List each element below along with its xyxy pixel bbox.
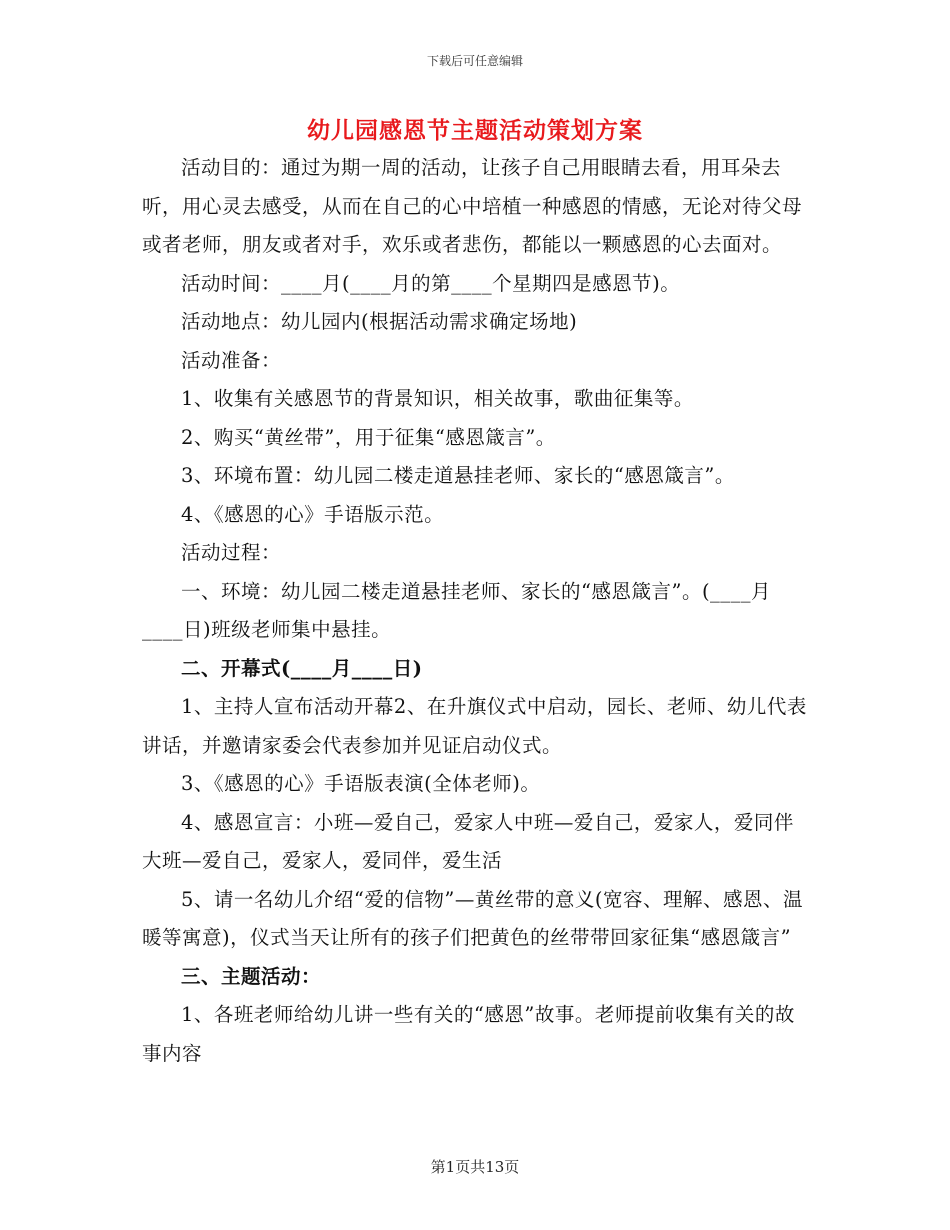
paragraph-opening-3: 3、《感恩的心》手语版表演(全体老师)。 <box>181 772 541 795</box>
paragraph-opening-5: 5、请一名幼儿介绍“爱的信物”—黄丝带的意义(宽容、理解、感恩、温暖等寓意)，仪式当天让所有的孩子们把黄色的丝带带回家征集“感恩箴言” <box>142 887 803 949</box>
page-number: 第1页共13页 <box>430 1158 520 1176</box>
section-heading-opening: 二、开幕式(____月____日) <box>181 656 423 680</box>
paragraph-preparation-4: 4、《感恩的心》手语版示范。 <box>181 502 445 526</box>
paragraph-theme-1: 1、各班老师给幼儿讲一些有关的“感恩”故事。老师提前收集有关的故事内容 <box>142 1003 795 1065</box>
document-title: 幼儿园感恩节主题活动策划方案 <box>307 117 643 144</box>
paragraph-preparation-heading: 活动准备： <box>181 348 282 372</box>
paragraph-process-heading: 活动过程： <box>181 541 282 564</box>
paragraph-preparation-3: 3、环境布置：幼儿园二楼走道悬挂老师、家长的“感恩箴言”。 <box>181 464 735 487</box>
paragraph-purpose: 活动目的：通过为期一周的活动，让孩子自己用眼睛去看，用耳朵去听，用心灵去感受，从而在自己的心中培植一种感恩的情感，无论对待父母或者老师，朋友或者对手，欢乐或者悲伤，都能以一颗感恩的心去面对。 <box>142 156 803 256</box>
paragraph-preparation-2: 2、购买“黄丝带”，用于征集“感恩箴言”。 <box>181 425 556 449</box>
section-heading-theme: 三、主题活动： <box>181 964 322 988</box>
paragraph-preparation-1: 1、收集有关感恩节的背景知识，相关故事，歌曲征集等。 <box>181 387 694 410</box>
paragraph-time: 活动时间：____月(____月的第____个星期四是感恩节)。 <box>181 271 681 295</box>
paragraph-location: 活动地点：幼儿园内(根据活动需求确定场地) <box>181 310 578 333</box>
document-body <box>142 149 807 1073</box>
paragraph-opening-1: 1、主持人宣布活动开幕2、在升旗仪式中启动，园长、老师、幼儿代表讲话，并邀请家委会代表参加并见证启动仪式。 <box>142 695 807 757</box>
paragraph-environment: 一、环境：幼儿园二楼走道悬挂老师、家长的“感恩箴言”。(____月____日)班级老师集中悬挂。 <box>142 579 772 641</box>
download-note: 下载后可任意编辑 <box>426 54 523 68</box>
paragraph-opening-4: 4、感恩宣言：小班—爱自己，爱家人中班—爱自己，爱家人，爱同伴大班—爱自己，爱家人，爱同伴，爱生活 <box>142 810 794 872</box>
